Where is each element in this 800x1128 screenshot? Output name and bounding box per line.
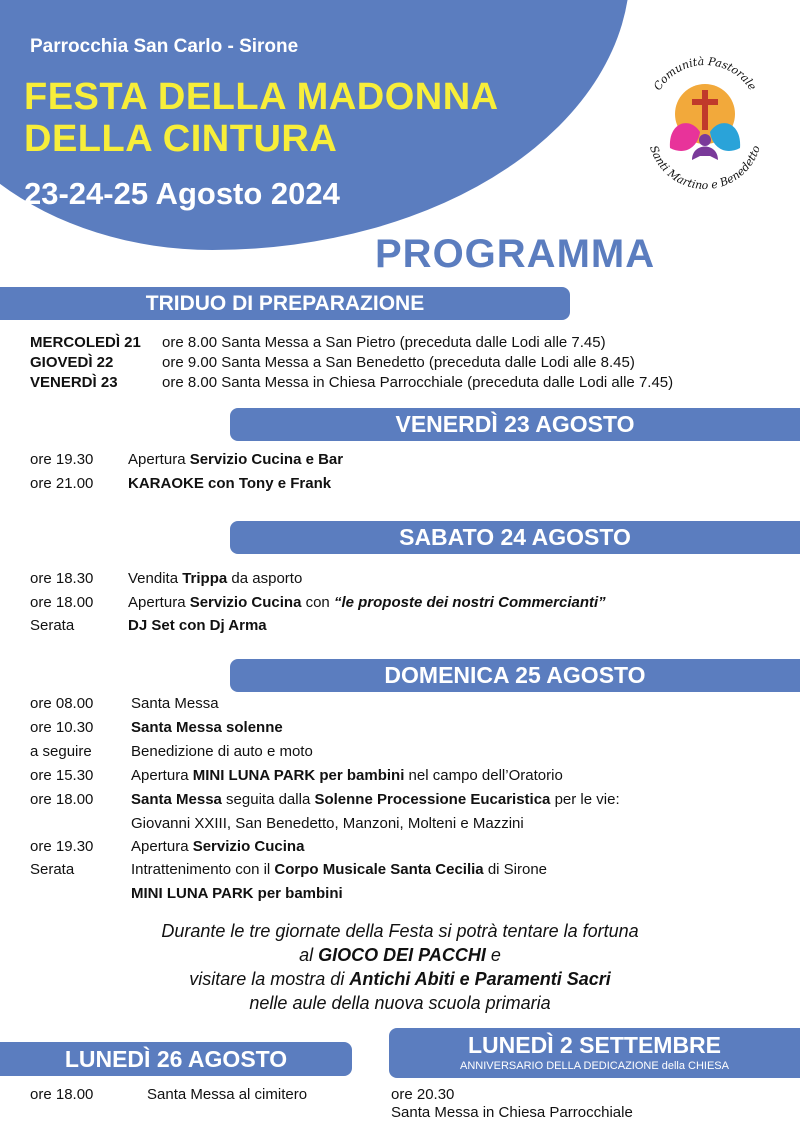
- triduo-text: ore 8.00 Santa Messa a San Pietro (preceduta dalle Lodi alle 7.45): [162, 334, 606, 351]
- schedule-text: Apertura: [131, 767, 193, 784]
- schedule-text: nel campo dell’Oratorio: [404, 767, 563, 784]
- schedule-text-bold: Corpo Musicale Santa Cecilia: [274, 861, 484, 878]
- sabato-heading: SABATO 24 AGOSTO: [399, 524, 631, 550]
- schedule-time: ore 18.00: [30, 791, 94, 808]
- triduo-text: ore 8.00 Santa Messa in Chiesa Parrocchiale (preceduta dalle Lodi alle 7.45): [162, 374, 674, 391]
- lunedi2-subheading: ANNIVERSARIO DELLA DEDICAZIONE della CHIESA: [460, 1060, 729, 1072]
- lunedi2-heading-bar: [389, 1028, 800, 1078]
- domenica-heading: DOMENICA 25 AGOSTO: [384, 662, 646, 688]
- closing-line: [0, 945, 800, 966]
- logo-top-text: Comunità Pastorale: [651, 54, 759, 93]
- schedule-text-bold-italic: “le proposte dei nostri Commercianti”: [333, 594, 606, 611]
- schedule-text-bold: MINI LUNA PARK per bambini: [131, 885, 343, 902]
- logo-cross-horizontal: [692, 99, 718, 105]
- schedule-time: ore 19.30: [30, 451, 94, 468]
- closing-text: visitare la mostra di: [189, 969, 350, 989]
- schedule-time: ore 18.00: [30, 594, 94, 611]
- schedule-text-bold: KARAOKE con Tony e Frank: [128, 475, 332, 492]
- parish-name: Parrocchia San Carlo - Sirone: [30, 36, 299, 57]
- programma-heading: PROGRAMMA: [375, 232, 656, 276]
- schedule-time: ore 21.00: [30, 475, 94, 492]
- schedule-text: Apertura: [128, 451, 190, 468]
- schedule-time: a seguire: [30, 743, 92, 760]
- schedule-text: Intrattenimento con il: [131, 861, 275, 878]
- schedule-text: Benedizione di auto e moto: [131, 743, 313, 760]
- triduo-heading-bar: [0, 287, 570, 320]
- community-logo: [640, 52, 770, 202]
- lunedi2-heading: LUNEDÌ 2 SETTEMBRE: [467, 1032, 722, 1058]
- closing-text-bold: GIOCO DEI PACCHI: [318, 945, 486, 965]
- logo-figure-purple: [692, 147, 718, 161]
- schedule-text: Vendita: [128, 570, 183, 587]
- schedule-text-bold: Servizio Cucina: [192, 838, 305, 855]
- schedule-text: Santa Messa: [131, 695, 219, 712]
- domenica-heading-bar: [230, 659, 800, 692]
- schedule-text: Giovanni XXIII, San Benedetto, Manzoni, Molteni e Mazzini: [131, 815, 524, 832]
- schedule-time: ore 15.30: [30, 767, 94, 784]
- schedule-text: Apertura: [131, 838, 193, 855]
- schedule-text-bold: DJ Set con Dj Arma: [128, 617, 267, 634]
- logo-bottom-text: Santi Martino e Benedetto: [647, 143, 763, 193]
- schedule-time: ore 18.30: [30, 570, 94, 587]
- closing-text: al: [299, 945, 319, 965]
- lunedi26-heading-bar: [0, 1042, 352, 1076]
- schedule-time: ore 19.30: [30, 838, 94, 855]
- logo-figure-pink: [670, 123, 700, 151]
- schedule-text: Santa Messa al cimitero: [147, 1086, 308, 1103]
- venerdi-heading-bar: [230, 408, 800, 441]
- closing-text-bold: Antichi Abiti e Paramenti Sacri: [349, 969, 611, 989]
- schedule-text-bold: Trippa: [182, 570, 228, 587]
- event-dates: 23-24-25 Agosto 2024: [24, 176, 340, 211]
- closing-text: Durante le tre giornate della Festa si potrà tentare la fortuna: [161, 921, 639, 941]
- schedule-text: da asporto: [227, 570, 303, 587]
- schedule-time: ore 08.00: [30, 695, 94, 712]
- schedule-text-bold: Servizio Cucina: [189, 594, 302, 611]
- triduo-text: ore 9.00 Santa Messa a San Benedetto (preceduta dalle Lodi alle 8.45): [162, 354, 635, 371]
- schedule-text: seguita dalla: [221, 791, 315, 808]
- schedule-text-bold: Santa Messa: [131, 791, 222, 808]
- schedule-text: per le vie:: [550, 791, 620, 808]
- schedule-time: Serata: [30, 617, 75, 634]
- schedule-text-bold: Santa Messa solenne: [131, 719, 283, 736]
- triduo-day: MERCOLEDÌ 21: [30, 334, 141, 351]
- closing-line: [0, 969, 800, 990]
- logo-cross-vertical: [702, 90, 708, 130]
- schedule-text: con: [301, 594, 334, 611]
- schedule-time: ore 10.30: [30, 719, 94, 736]
- schedule-text-bold: MINI LUNA PARK per bambini: [192, 767, 405, 784]
- logo-figure-blue: [710, 123, 740, 151]
- closing-line: [0, 993, 800, 1014]
- triduo-day: VENERDÌ 23: [30, 374, 118, 391]
- schedule-text: Apertura: [128, 594, 190, 611]
- schedule-text-bold: Servizio Cucina e Bar: [189, 451, 344, 468]
- schedule-time: ore 18.00: [30, 1086, 94, 1103]
- schedule-text-bold: Solenne Processione Eucaristica: [314, 791, 551, 808]
- sabato-heading-bar: [230, 521, 800, 554]
- event-title-line1: FESTA DELLA MADONNA: [24, 76, 499, 118]
- schedule-text: di Sirone: [483, 861, 548, 878]
- schedule-time: Serata: [30, 861, 75, 878]
- closing-line: [0, 921, 800, 942]
- schedule-time: ore 20.30: [391, 1086, 455, 1103]
- closing-text: nelle aule della nuova scuola primaria: [249, 993, 551, 1013]
- closing-text: e: [485, 945, 501, 965]
- venerdi-heading: VENERDÌ 23 AGOSTO: [395, 411, 635, 437]
- triduo-heading: TRIDUO DI PREPARAZIONE: [145, 291, 425, 315]
- schedule-text: Santa Messa in Chiesa Parrocchiale: [391, 1104, 633, 1121]
- event-title-line2: DELLA CINTURA: [24, 118, 338, 160]
- logo-figure-head: [699, 134, 711, 146]
- lunedi26-heading: LUNEDÌ 26 AGOSTO: [64, 1045, 288, 1072]
- triduo-day: GIOVEDÌ 22: [30, 354, 114, 371]
